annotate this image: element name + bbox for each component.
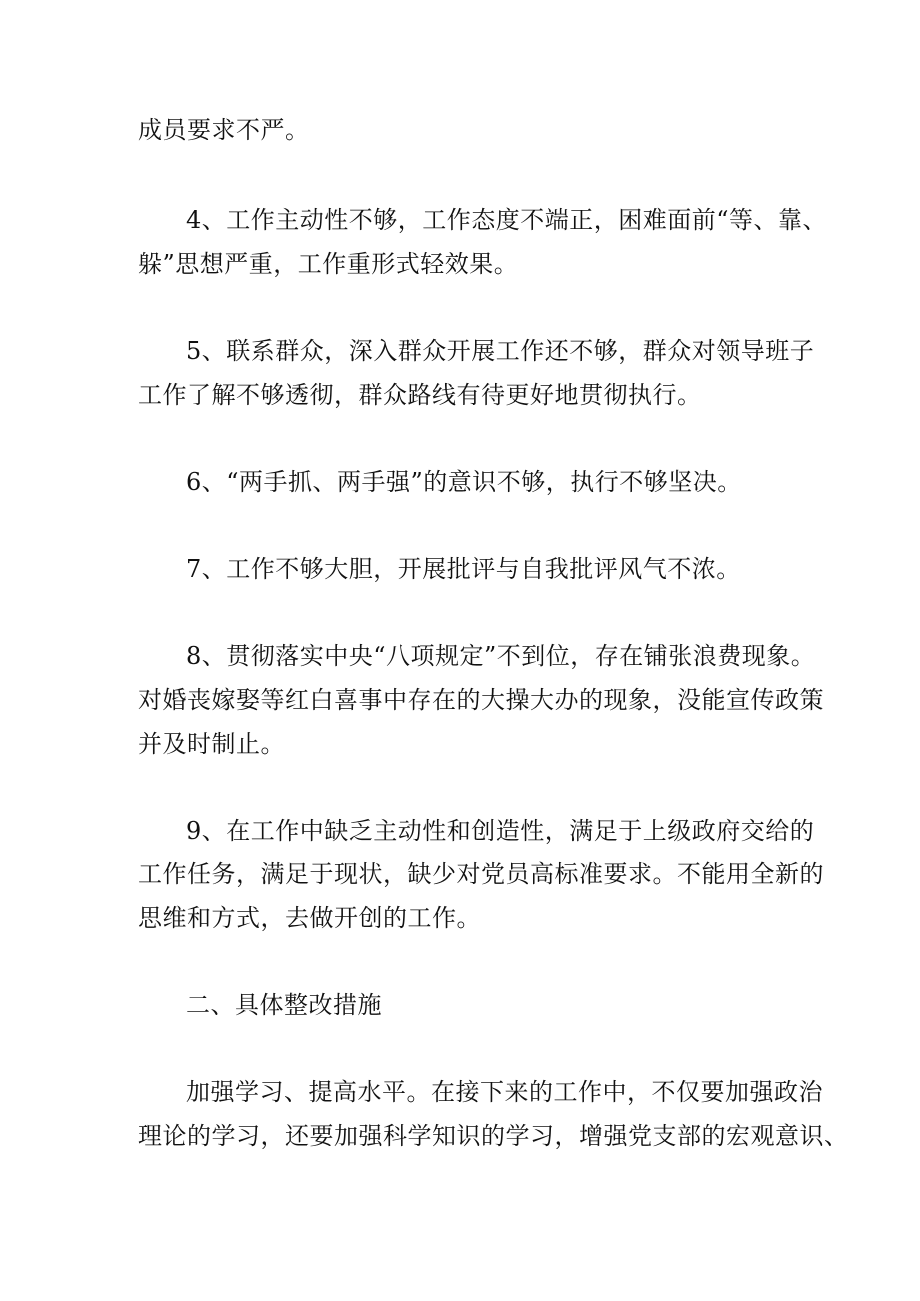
text-line: 理论的学习，还要加强科学知识的学习，增强党支部的宏观意识、 [138, 1122, 849, 1150]
section-heading: 二、具体整改措施 [186, 991, 382, 1019]
text-line: 8、贯彻落实中央“八项规定”不到位，存在铺张浪费现象。 [186, 642, 816, 670]
text-line: 加强学习、提高水平。在接下来的工作中，不仅要加强政治 [186, 1078, 823, 1106]
text-line: 6、“两手抓、两手强”的意识不够，执行不够坚决。 [186, 468, 742, 496]
text-line: 并及时制止。 [138, 730, 285, 758]
text-line: 思维和方式，去做开创的工作。 [138, 904, 481, 932]
text-line: 成员要求不严。 [138, 116, 310, 144]
text-line: 7、工作不够大胆，开展批评与自我批评风气不浓。 [186, 555, 741, 583]
text-line: 躲”思想严重，工作重形式轻效果。 [138, 250, 519, 278]
text-line: 对婚丧嫁娶等红白喜事中存在的大操大办的现象，没能宣传政策 [138, 686, 824, 714]
text-line: 9、在工作中缺乏主动性和创造性，满足于上级政府交给的 [186, 817, 815, 845]
text-line: 工作任务，满足于现状，缺少对党员高标准要求。不能用全新的 [138, 860, 824, 888]
text-line: 4、工作主动性不够，工作态度不端正，困难面前“等、靠、 [186, 206, 828, 234]
text-line: 5、联系群众，深入群众开展工作还不够，群众对领导班子 [186, 337, 815, 365]
text-line: 工作了解不够透彻，群众路线有待更好地贯彻执行。 [138, 381, 702, 409]
